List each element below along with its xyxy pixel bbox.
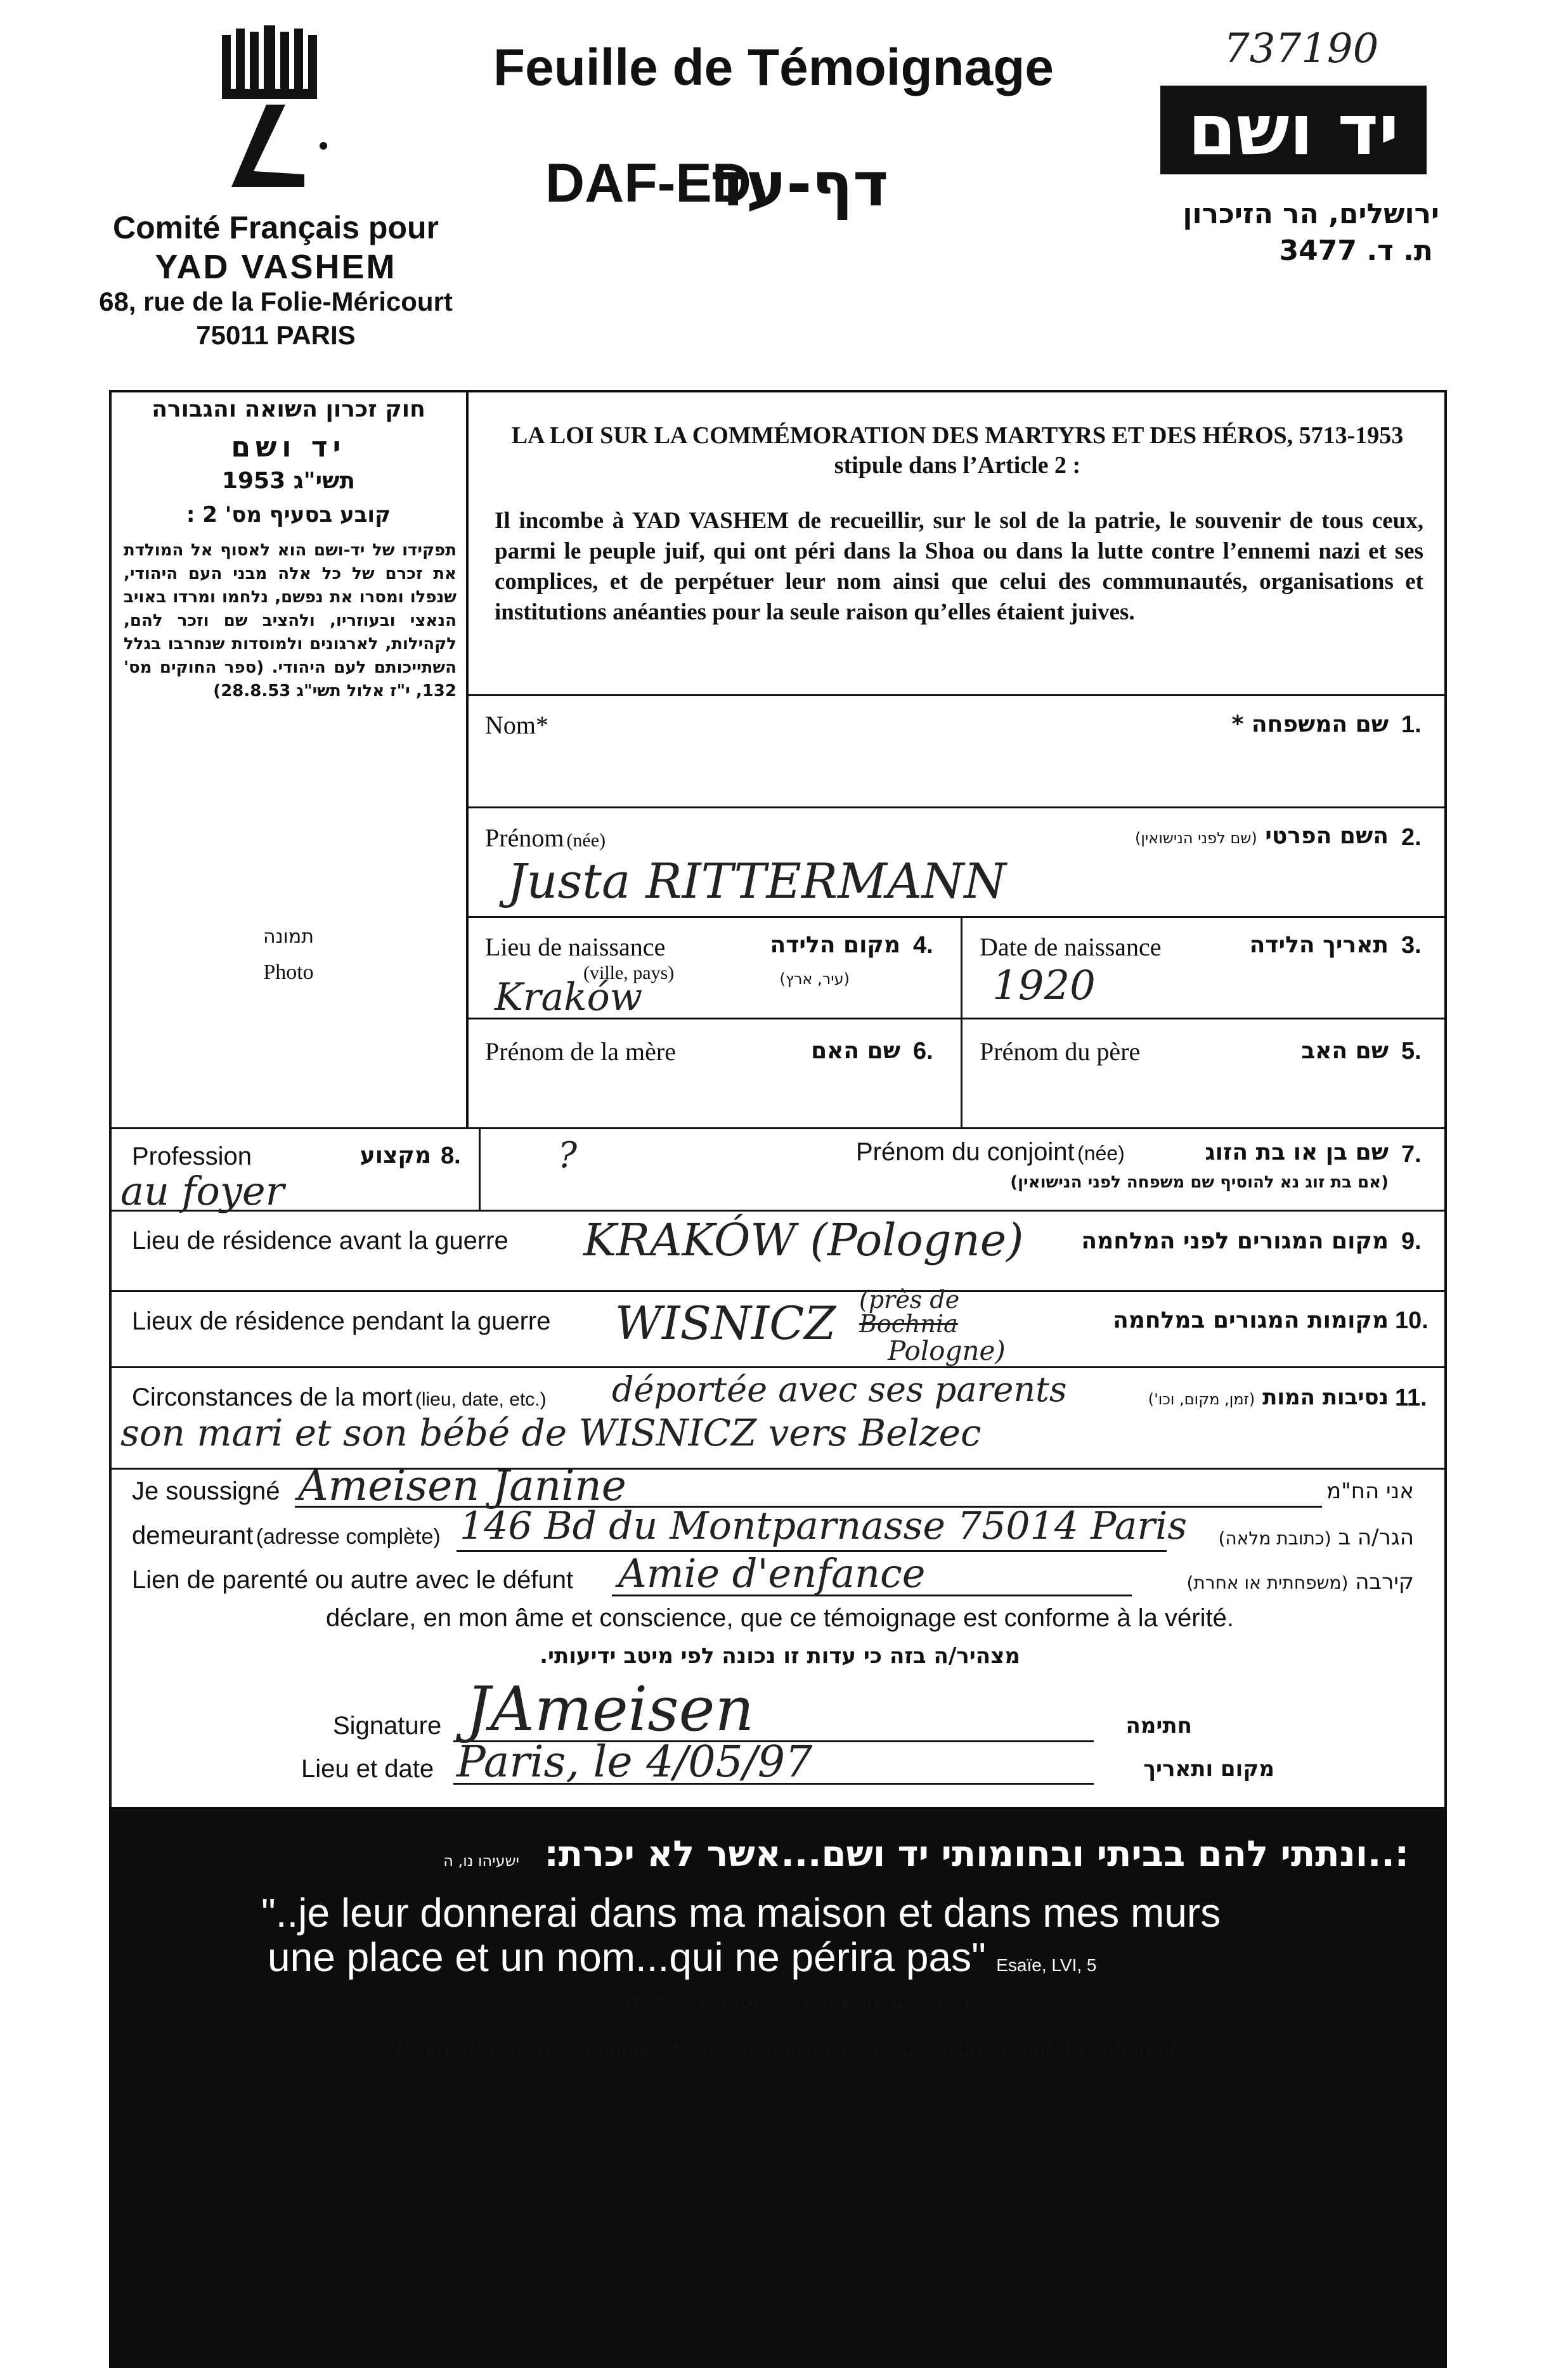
signature-label: Signature	[333, 1712, 442, 1740]
page-title: Feuille de Témoignage	[493, 39, 1054, 96]
profession-value[interactable]: au foyer	[120, 1168, 285, 1214]
field-8-number: 8.	[441, 1142, 461, 1169]
conjoint-sub-hebrew: (אם בת זוג נא להוסיף שם משפחה לפני הנישואין)	[1010, 1173, 1389, 1192]
field-4-number: 4.	[913, 932, 933, 959]
law-hebrew-name: יד ושם	[231, 431, 346, 463]
conjoint-hebrew: שם בן או בת הזוג	[1205, 1139, 1389, 1165]
banner-line2: une place et un nom...qui ne périra pas" Esaïe, LVI, 5	[268, 1934, 1097, 1980]
circonstances-hebrew: נסיבות המות (זמן, מקום, וכו')	[1148, 1385, 1389, 1410]
banner-line1: "..je leur donnerai dans ma maison et dans mes murs	[261, 1890, 1221, 1936]
prenom-pere-hebrew: שם האב	[1301, 1038, 1389, 1064]
field-6-number: 6.	[913, 1038, 933, 1064]
soussigne-hebrew: אני הח"מ	[1326, 1478, 1414, 1504]
lieu-naissance-label: Lieu de naissance	[485, 933, 666, 961]
date-naissance-label: Date de naissance	[980, 933, 1162, 961]
logo-text: יד ושם	[1188, 89, 1399, 171]
law-hebrew-clause: קובע בסעיף מס' 2 :	[186, 502, 391, 527]
lieu-naissance-sub-hebrew: (עיר, ארץ)	[779, 970, 850, 988]
residence-pendant-note1: (près de	[859, 1286, 960, 1314]
demeurant-value[interactable]: 146 Bd du Montparnasse 75014 Paris	[460, 1504, 1188, 1548]
prenom-label-hebrew: השם הפרטי (שם לפני הנישואין)	[1135, 823, 1389, 849]
nom-label: Nom*	[485, 711, 548, 739]
field-1-number: 1.	[1401, 711, 1422, 738]
lieu-naissance-sub: (ville, pays)	[583, 962, 675, 983]
law-hebrew-year: תשי"ג 1953	[221, 468, 356, 494]
lien-hebrew: קירבה (משפחתית או אחרת)	[1186, 1569, 1414, 1595]
residence-pendant-note2: Bochnia	[859, 1310, 958, 1338]
law-hebrew-title: חוק זכרון השואה והגבורה	[152, 396, 425, 422]
date-label: Lieu et date	[301, 1755, 434, 1783]
photo-label: Photo	[263, 961, 314, 984]
file-number: 737190	[1224, 25, 1379, 72]
residence-pendant-note3: Pologne)	[888, 1335, 1006, 1366]
prenom-value[interactable]: Justa RITTERMANN	[507, 853, 1006, 909]
page-subtitle-hebrew: דף-עד	[710, 149, 889, 220]
lien-value[interactable]: Amie d'enfance	[618, 1550, 926, 1596]
field-5-number: 5.	[1401, 1038, 1422, 1064]
prenom-label: Prénom (née)	[485, 824, 606, 852]
committee-address1: 68, rue de la Folie-Méricourt	[99, 287, 453, 316]
prenom-mere-hebrew: שם האם	[811, 1038, 900, 1064]
law-text: Il incombe à YAD VASHEM de recueillir, sur le sol de la patrie, le souvenir de tous ceux, parmi le peuple juif, qui ont péri dans la Shoa ou dans la lutte contre l’ennemi nazi et ses complices, et de perpétuer leur nom ainsi que celui des communautés, organisations et institutions anéanties pour la seule raison qu’elles étaient juives.	[495, 508, 1423, 625]
law-title: LA LOI SUR LA COMMÉMORATION DES MARTYRS ET DES HÉROS, 5713-1953	[511, 422, 1404, 449]
conjoint-value[interactable]: ?	[558, 1135, 578, 1176]
date-value[interactable]: Paris, le 4/05/97	[457, 1737, 813, 1787]
circonstances-label: Circonstances de la mort (lieu, date, etc.)	[132, 1383, 547, 1411]
date-naissance-value[interactable]: 1920	[992, 962, 1096, 1009]
residence-pendant-hebrew: מקומות המגורים במלחמה	[1113, 1307, 1389, 1333]
conjoint-label: Prénom du conjoint (née)	[856, 1138, 1125, 1166]
soussigne-value[interactable]: Ameisen Janine	[298, 1461, 626, 1510]
law-article: stipule dans l’Article 2 :	[834, 452, 1081, 479]
banner-hebrew: :..ונתתי להם בביתי ובחומותי יד ושם...אשר לא יכרת: ישעיהו נו, ה	[443, 1834, 1409, 1875]
date-hebrew: מקום ותאריך	[1143, 1756, 1274, 1782]
profession-label: Profession	[132, 1142, 252, 1170]
circonstances-value-line1[interactable]: déportée avec ses parents	[612, 1369, 1067, 1409]
profession-hebrew: מקצוע	[360, 1142, 431, 1168]
page-subtitle: DAF-ED	[545, 153, 751, 214]
nom-label-hebrew: שם המשפחה *	[1231, 711, 1389, 737]
declare-hebrew: מצהיר/ה בזה כי עדות זו נכונה לפי מיטב ידיעותי.	[540, 1643, 1020, 1669]
field-10-number: 10.	[1395, 1307, 1429, 1334]
footer-note: * Prière d’inscrire le nom de chaque victime de la Shoa sur un formulaire différent.	[377, 2036, 1183, 2062]
photo-label-hebrew: תמונה	[263, 926, 314, 948]
committee-line1: Comité Français pour	[113, 210, 439, 245]
field-7-number: 7.	[1401, 1141, 1422, 1168]
circonstances-value-line2[interactable]: son mari et son bébé de WISNICZ vers Belzec	[120, 1411, 982, 1454]
footer-hebrew: נא לרשום את שמו של כל נספה על דף נפרד. *	[589, 1991, 971, 2013]
demeurant-label: demeurant (adresse complète)	[132, 1522, 441, 1550]
field-9-number: 9.	[1401, 1228, 1422, 1255]
field-3-number: 3.	[1401, 932, 1422, 959]
signature-hebrew: חתימה	[1125, 1713, 1192, 1738]
lieu-naissance-value[interactable]: Kraków	[495, 975, 643, 1019]
soussigne-label: Je soussigné	[132, 1477, 280, 1505]
committee-address2: 75011 PARIS	[196, 320, 356, 350]
residence-avant-value[interactable]: KRAKÓW (Pologne)	[583, 1214, 1024, 1266]
field-2-number: 2.	[1401, 824, 1422, 851]
demeurant-hebrew: הגר/ה ב (כתובת מלאה)	[1218, 1525, 1414, 1550]
quote-banner	[109, 1807, 1447, 2368]
field-11-number: 11.	[1395, 1385, 1427, 1411]
signature-value[interactable]: JAmeisen	[466, 1674, 755, 1745]
residence-avant-hebrew: מקום המגורים לפני המלחמה	[1081, 1228, 1389, 1254]
residence-pendant-label: Lieux de résidence pendant la guerre	[132, 1307, 551, 1335]
yad-vashem-logo	[1160, 86, 1427, 174]
menorah-logo	[216, 25, 342, 209]
prenom-pere-label: Prénom du père	[980, 1037, 1141, 1066]
lieu-naissance-hebrew: מקום הלידה	[770, 932, 900, 958]
residence-pendant-value[interactable]: WISNICZ	[615, 1297, 836, 1350]
date-naissance-hebrew: תאריך הלידה	[1249, 932, 1389, 958]
prenom-mere-label: Prénom de la mère	[485, 1037, 676, 1066]
po-box: ת. ד. 3477	[1279, 235, 1433, 267]
declare-text: déclare, en mon âme et conscience, que ce témoignage est conforme à la vérité.	[326, 1604, 1234, 1632]
jerusalem-address: ירושלים, הר הזיכרון	[1182, 198, 1439, 230]
lien-label: Lien de parenté ou autre avec le défunt	[132, 1566, 574, 1594]
residence-avant-label: Lieu de résidence avant la guerre	[132, 1227, 509, 1255]
law-hebrew-text: תפקידו של יד-ושם הוא לאסוף אל המולדת את זכרם של כל אלה מבני העם היהודי, שנפלו ומסרו את נפשם, נלחמו ומרדו באויב הנאצי ובעוזריו, ולהציב שם וזכר להם, לקהילות, לארגונים ולמוסדות שנחרבו בגלל השתייכותם לעם היהודי. (ספר החוקים מס' 132, י"ז אלול תשי"ג 28.8.53)	[124, 541, 457, 701]
committee-name: YAD VASHEM	[155, 248, 397, 286]
